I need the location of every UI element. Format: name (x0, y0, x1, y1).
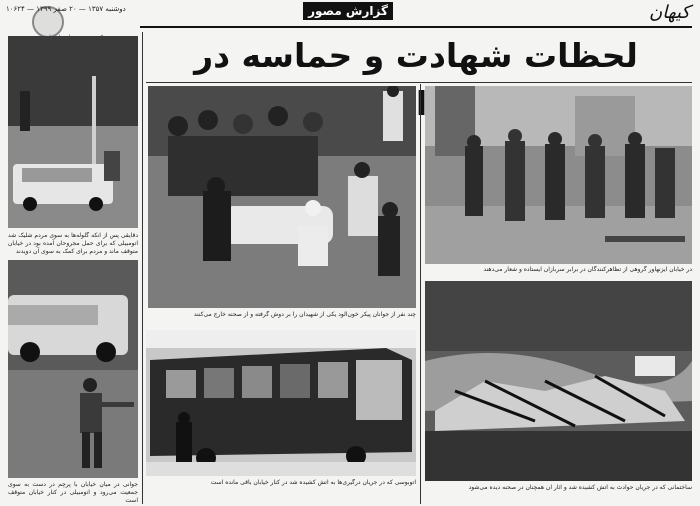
column-rule-right (420, 84, 421, 504)
photo-carrying-martyr (148, 86, 416, 308)
photo-burned-building-image (425, 281, 692, 481)
masthead-rule (140, 26, 692, 28)
photo-street-car (8, 36, 138, 228)
photo-carrying-martyr-image (148, 86, 416, 308)
photo-man-with-car (8, 260, 138, 478)
photo-demonstrators-soldiers (425, 86, 692, 264)
photo-demonstrators-soldiers-image (425, 86, 692, 264)
photo-burned-bus (146, 330, 416, 476)
caption-center-top: چند نفر از جوانان پیکر خون‌آلود یکی از شهیدان را بر دوش گرفته و از صحنه خارج می‌کنند (193, 311, 416, 318)
section-label: گزارش مصور (303, 2, 393, 20)
column-rule-left (142, 32, 143, 504)
caption-right-top: در خیابان آیزنهاور گروهی از تظاهرکنندگان در برابر سربازان ایستاده و شعار می‌دهند (483, 266, 692, 273)
paper-logo: کیهان (648, 2, 690, 23)
photo-man-with-car-image (8, 260, 138, 478)
photo-street-car-image (8, 36, 138, 228)
caption-top-left: دقایقی پس از آنکه گلوله‌ها به سوی مردم شلیک شد اتومبیلی که برای حمل مجروحان آمده بود در خیابان متوقف ماند و مردم برای کمک به سوی آن دویدند (8, 232, 138, 255)
caption-right-bottom: ساختمانی که در جریان حوادث به آتش کشیده شد و آثار آن همچنان در صحنه دیده می‌شود (468, 484, 692, 491)
photo-burned-bus-image (146, 330, 416, 476)
page-headline: لحظات شهادت و حماسه در (194, 36, 638, 75)
date-line: دوشنبه ۱۳۵۷ — ۲۰ صفر ۱۳۹۹ — ۱۰۶۲۴ (6, 5, 126, 13)
headline-rule (146, 82, 692, 83)
caption-center-bottom: اتوبوسی که در جریان درگیری‌ها به آتش کشیده شد در کنار خیابان باقی مانده است (210, 479, 416, 486)
caption-bottom-left: جوانی در میان خیابان با پرچم در دست به سوی جمعیت می‌رود و اتومبیلی در کنار خیابان متوقف است (8, 481, 138, 503)
photo-burned-building (425, 281, 692, 481)
